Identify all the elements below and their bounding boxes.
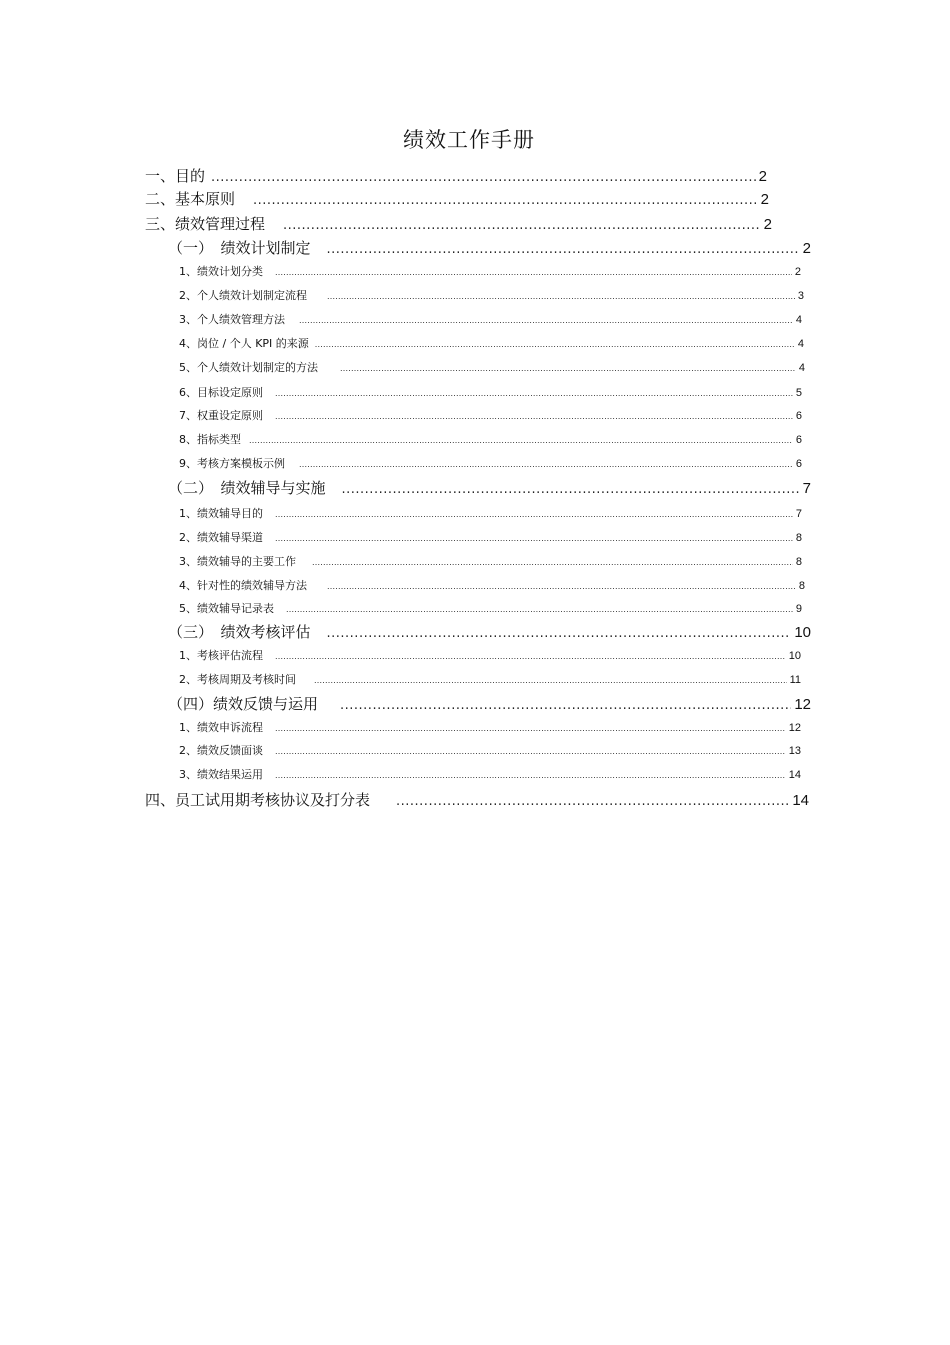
toc-entry-page: 6: [795, 434, 802, 446]
toc-entry[interactable]: [179, 264, 801, 280]
toc-entry-label: 7、权重设定原则: [179, 409, 263, 422]
dot-leader: [286, 602, 793, 618]
dot-leader: [249, 433, 793, 449]
toc-entry-label: 3、个人绩效管理方法: [179, 313, 285, 326]
toc-entry-page: 12: [788, 722, 801, 734]
dot-leader: [312, 555, 793, 571]
toc-entry-page: 5: [795, 387, 802, 399]
dot-leader: [299, 313, 793, 329]
toc-entry-label: 4、针对性的绩效辅导方法: [179, 579, 307, 592]
toc-entry-label: 三、绩效管理过程: [145, 215, 266, 233]
toc-entry-page: 13: [788, 745, 801, 757]
toc-entry-label: 9、考核方案模板示例: [179, 457, 285, 470]
toc-entry[interactable]: [179, 385, 802, 401]
dot-leader: [275, 744, 786, 760]
dot-leader: [275, 507, 793, 523]
toc-entry-page: 4: [797, 338, 804, 350]
dot-leader: [299, 457, 793, 473]
document-title: 绩效工作手册: [403, 128, 535, 152]
dot-leader: [275, 768, 786, 784]
toc-entry-page: 4: [798, 362, 805, 374]
dot-leader: [275, 386, 793, 402]
dot-leader: [327, 579, 796, 595]
toc-entry-label: 2、绩效反馈面谈: [179, 744, 263, 757]
toc-entry[interactable]: [179, 432, 802, 448]
toc-entry-page: 12: [794, 696, 811, 713]
toc-entry-page: 2: [763, 216, 772, 233]
toc-entry-page: 2: [758, 168, 767, 185]
toc-entry-label: 2、绩效辅导渠道: [179, 531, 263, 544]
toc-entry-label: 3、绩效辅导的主要工作: [179, 555, 296, 568]
toc-entry[interactable]: [145, 214, 772, 234]
dot-leader: [275, 531, 793, 547]
toc-entry[interactable]: [179, 312, 802, 328]
toc-entry-page: 10: [794, 624, 811, 641]
dot-leader: [253, 191, 758, 211]
toc-entry[interactable]: [179, 288, 804, 304]
toc-entry[interactable]: [168, 238, 811, 258]
toc-entry[interactable]: [179, 767, 801, 783]
toc-entry-label: （四）绩效反馈与运用: [168, 695, 319, 713]
dot-leader: [327, 624, 792, 644]
dot-leader: [340, 696, 791, 716]
toc-entry-page: 14: [792, 792, 809, 809]
toc-entry-label: 四、员工试用期考核协议及打分表: [145, 791, 371, 809]
toc-entry-label: 2、考核周期及考核时间: [179, 673, 296, 686]
dot-leader: [275, 721, 786, 737]
toc-entry-label: 5、绩效辅导记录表: [179, 602, 274, 615]
toc-entry-page: 7: [802, 480, 811, 497]
toc-entry[interactable]: [179, 506, 802, 522]
toc-entry-page: 10: [788, 650, 801, 662]
toc-entry[interactable]: [145, 166, 767, 186]
toc-entry-page: 2: [802, 240, 811, 257]
toc-entry-label: （一） 绩效计划制定: [168, 239, 311, 257]
toc-entry-page: 8: [795, 532, 802, 544]
dot-leader: [396, 792, 789, 812]
toc-entry[interactable]: [179, 554, 802, 570]
toc-entry-label: 二、基本原则: [145, 190, 236, 208]
toc-entry-label: 5、个人绩效计划制定的方法: [179, 361, 318, 374]
toc-entry-label: 4、岗位 / 个人 KPI 的来源: [179, 337, 309, 350]
toc-entry-page: 3: [797, 290, 804, 302]
toc-entry[interactable]: [179, 648, 801, 664]
toc-entry[interactable]: [179, 360, 805, 376]
toc-entry-page: 6: [795, 410, 802, 422]
toc-entry-label: 1、绩效申诉流程: [179, 721, 263, 734]
toc-entry-page: 8: [795, 556, 802, 568]
dot-leader: [283, 216, 761, 236]
toc-entry[interactable]: [179, 408, 802, 424]
toc-entry-label: 3、绩效结果运用: [179, 768, 263, 781]
toc-entry-label: 1、绩效辅导目的: [179, 507, 263, 520]
toc-entry-label: 2、个人绩效计划制定流程: [179, 289, 307, 302]
toc-entry[interactable]: [168, 694, 811, 714]
toc-entry[interactable]: [179, 456, 802, 472]
toc-entry-page: 11: [789, 674, 801, 686]
toc-entry-label: （二） 绩效辅导与实施: [168, 479, 326, 497]
toc-entry[interactable]: [168, 478, 811, 498]
toc-entry[interactable]: [145, 790, 809, 810]
dot-leader: [342, 480, 800, 500]
toc-entry[interactable]: [179, 336, 804, 352]
toc-entry-page: 2: [794, 266, 801, 278]
toc-entry-page: 4: [795, 314, 802, 326]
toc-entry[interactable]: [168, 622, 811, 642]
toc-entry-label: 1、绩效计划分类: [179, 265, 263, 278]
toc-entry[interactable]: [179, 743, 801, 759]
toc-entry[interactable]: [179, 530, 802, 546]
dot-leader: [275, 409, 793, 425]
toc-entry-label: 8、指标类型: [179, 433, 241, 446]
toc-entry-label: 6、目标设定原则: [179, 386, 263, 399]
toc-entry[interactable]: [179, 601, 802, 617]
toc-entry[interactable]: [179, 720, 801, 736]
dot-leader: [340, 361, 796, 377]
toc-entry-page: 8: [798, 580, 805, 592]
toc-entry-label: 1、考核评估流程: [179, 649, 263, 662]
dot-leader: [315, 337, 795, 353]
toc-entry-page: 7: [795, 508, 802, 520]
toc-entry-page: 14: [788, 769, 801, 781]
toc-entry-label: 一、目的: [145, 167, 206, 185]
toc-entry[interactable]: [179, 578, 805, 594]
dot-leader: [211, 168, 756, 188]
dot-leader: [327, 289, 795, 305]
dot-leader: [314, 673, 787, 689]
toc-entry-page: 6: [795, 458, 802, 470]
toc-entry-label: （三） 绩效考核评估: [168, 623, 311, 641]
dot-leader: [327, 240, 800, 260]
toc-entry-page: 9: [795, 603, 802, 615]
toc-entry[interactable]: [145, 189, 769, 209]
toc-entry-page: 2: [760, 191, 769, 208]
dot-leader: [275, 265, 792, 281]
dot-leader: [275, 649, 786, 665]
toc-entry[interactable]: [179, 672, 801, 688]
